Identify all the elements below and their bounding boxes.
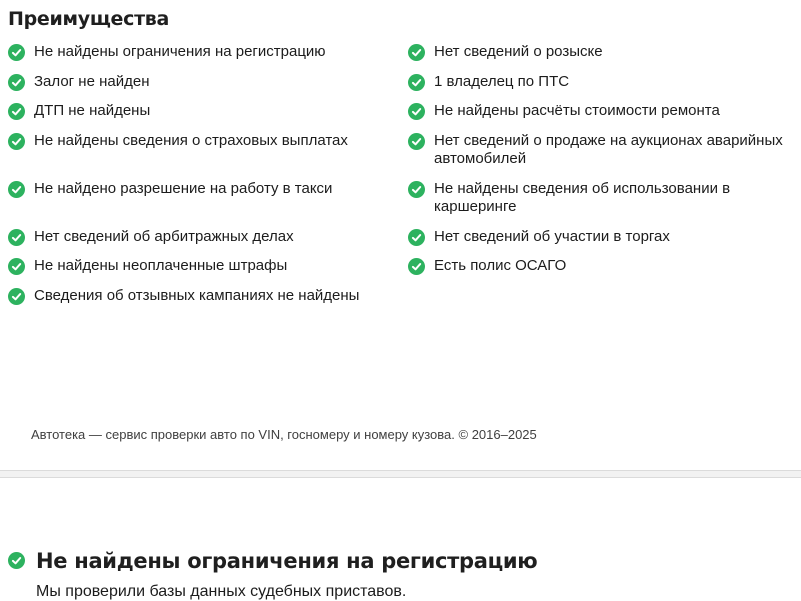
check-icon xyxy=(8,103,25,120)
advantage-item xyxy=(8,257,400,276)
advantage-item xyxy=(8,132,400,169)
check-icon xyxy=(8,258,25,275)
advantage-item xyxy=(408,257,793,276)
check-icon xyxy=(8,181,25,198)
advantage-item-label: Не найдены сведения о страховых выплатах xyxy=(34,131,348,149)
detail-section xyxy=(8,548,793,601)
advantage-item xyxy=(8,180,400,217)
advantage-item-empty xyxy=(408,287,793,306)
advantages-list xyxy=(8,43,793,305)
check-icon xyxy=(408,229,425,246)
advantage-item xyxy=(408,228,793,247)
advantage-item-label: Залог не найден xyxy=(34,72,150,90)
advantage-item-label: Не найдены ограничения на регистрацию xyxy=(34,43,326,60)
detail-section-header xyxy=(8,548,793,601)
check-icon xyxy=(8,74,25,91)
check-icon xyxy=(408,103,425,120)
advantages-title: Преимущества xyxy=(8,8,170,30)
advantage-item-label: Нет сведений об арбитражных делах xyxy=(34,227,294,245)
advantage-item-label: Не найдены неоплаченные штрафы xyxy=(34,257,288,274)
advantage-item xyxy=(408,102,793,121)
check-icon xyxy=(8,133,25,150)
check-icon xyxy=(8,229,25,246)
advantage-item xyxy=(8,73,400,92)
advantage-item-label: Нет сведений о розыске xyxy=(434,43,603,60)
advantage-item xyxy=(408,132,793,169)
detail-section-title: Не найдены ограничения на регистрацию xyxy=(36,549,538,573)
advantage-item xyxy=(8,228,400,247)
advantage-item xyxy=(8,102,400,121)
detail-section-description: Мы проверили базы данных судебных приставов. xyxy=(36,583,407,600)
detail-section-body xyxy=(36,548,537,601)
check-icon xyxy=(408,181,425,198)
check-icon xyxy=(8,288,25,305)
advantage-item-label: 1 владелец по ПТС xyxy=(434,72,570,90)
advantage-item-label: Не найдены сведения об использовании в каршеринге xyxy=(434,179,731,215)
advantage-item xyxy=(408,73,793,92)
check-icon xyxy=(8,552,25,569)
check-icon xyxy=(8,44,25,61)
advantage-item-label: ДТП не найдены xyxy=(34,102,151,119)
check-icon xyxy=(408,74,425,91)
page-separator xyxy=(0,470,801,478)
advantage-item xyxy=(8,287,400,306)
advantage-item-label: Нет сведений об участии в торгах xyxy=(434,227,670,245)
advantage-item-label: Есть полис ОСАГО xyxy=(434,257,567,274)
advantage-item xyxy=(408,43,793,62)
advantage-item-label: Сведения об отзывных кампаниях не найдены xyxy=(34,286,360,304)
check-icon xyxy=(408,258,425,275)
advantage-item-label: Не найдено разрешение на работу в такси xyxy=(34,179,333,197)
advantage-item xyxy=(8,43,400,62)
check-icon xyxy=(408,133,425,150)
advantage-item xyxy=(408,180,793,217)
copyright-note: Автотека — сервис проверки авто по VIN, госномеру и номеру кузова. © 2016–2025 xyxy=(31,427,537,442)
advantage-item-label: Не найдены расчёты стоимости ремонта xyxy=(434,102,720,119)
check-icon xyxy=(408,44,425,61)
advantage-item-label: Нет сведений о продаже на аукционах аварийных автомобилей xyxy=(434,131,783,167)
